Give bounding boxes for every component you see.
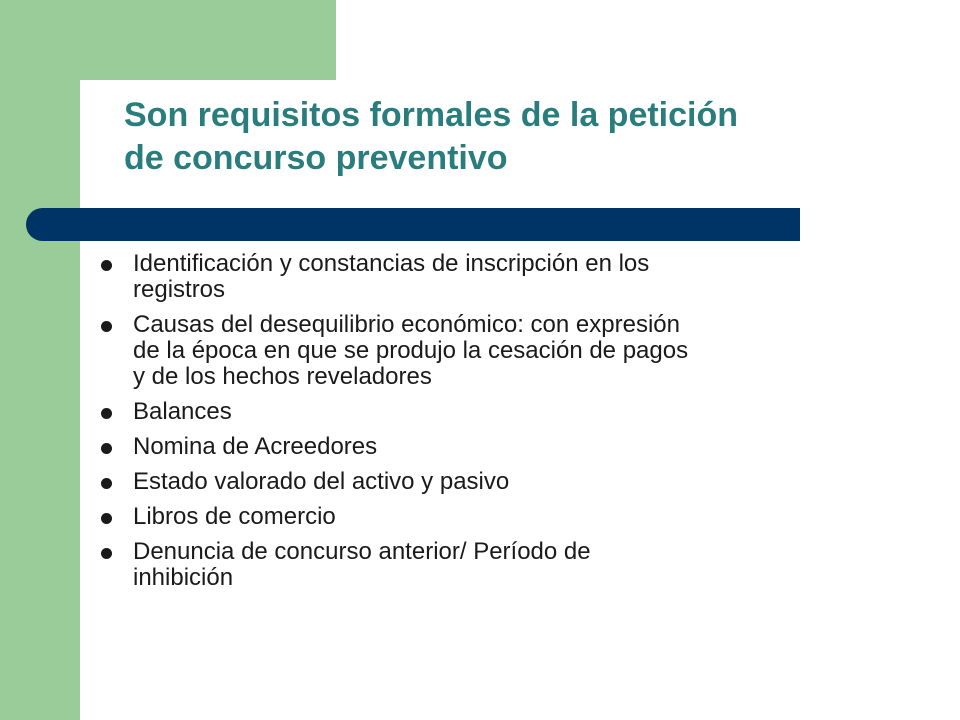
list-item [100, 312, 880, 390]
title-divider-bar [26, 208, 800, 241]
bullet-dot-icon [101, 548, 112, 559]
list-item-text [133, 504, 880, 530]
decorative-green-block [80, 0, 336, 80]
list-item-line: Identificación y constancias de inscripción en los [133, 250, 650, 277]
bullet-dot-icon [101, 408, 112, 419]
bullet-dot-icon [101, 260, 112, 271]
list-item-line: Libros de comercio [133, 503, 336, 530]
bullet-dot-icon [101, 443, 112, 454]
bullet-dot-icon [101, 321, 112, 332]
bullet-dot-icon [101, 513, 112, 524]
list-item-line: Denuncia de concurso anterior/ Período de [133, 538, 591, 565]
list-item-text [133, 434, 880, 460]
requirements-list [100, 251, 880, 600]
list-item-line: Estado valorado del activo y pasivo [133, 468, 510, 495]
list-item [100, 504, 880, 530]
list-item-text [133, 469, 880, 495]
list-item-text [133, 539, 880, 591]
list-item [100, 469, 880, 495]
list-item-line: Causas del desequilibrio económico: con expresión [133, 311, 680, 338]
list-item [100, 251, 880, 303]
list-item [100, 539, 880, 591]
bullet-dot-icon [101, 478, 112, 489]
slide-title-line-2: de concurso preventivo [124, 139, 508, 177]
list-item-text [133, 399, 880, 425]
list-item-text [133, 251, 880, 303]
list-item-text [133, 312, 880, 390]
list-item-line: Nomina de Acreedores [133, 433, 378, 460]
list-item-line: y de los hechos reveladores [133, 363, 432, 390]
list-item [100, 434, 880, 460]
slide-title [124, 94, 924, 180]
list-item-line: de la época en que se produjo la cesación de pagos [133, 337, 689, 364]
list-item [100, 399, 880, 425]
slide-title-line-1: Son requisitos formales de la petición [124, 96, 739, 134]
decorative-green-strip [0, 0, 80, 720]
list-item-line: inhibición [133, 564, 234, 591]
list-item-line: registros [133, 276, 226, 303]
list-item-line: Balances [133, 398, 232, 425]
